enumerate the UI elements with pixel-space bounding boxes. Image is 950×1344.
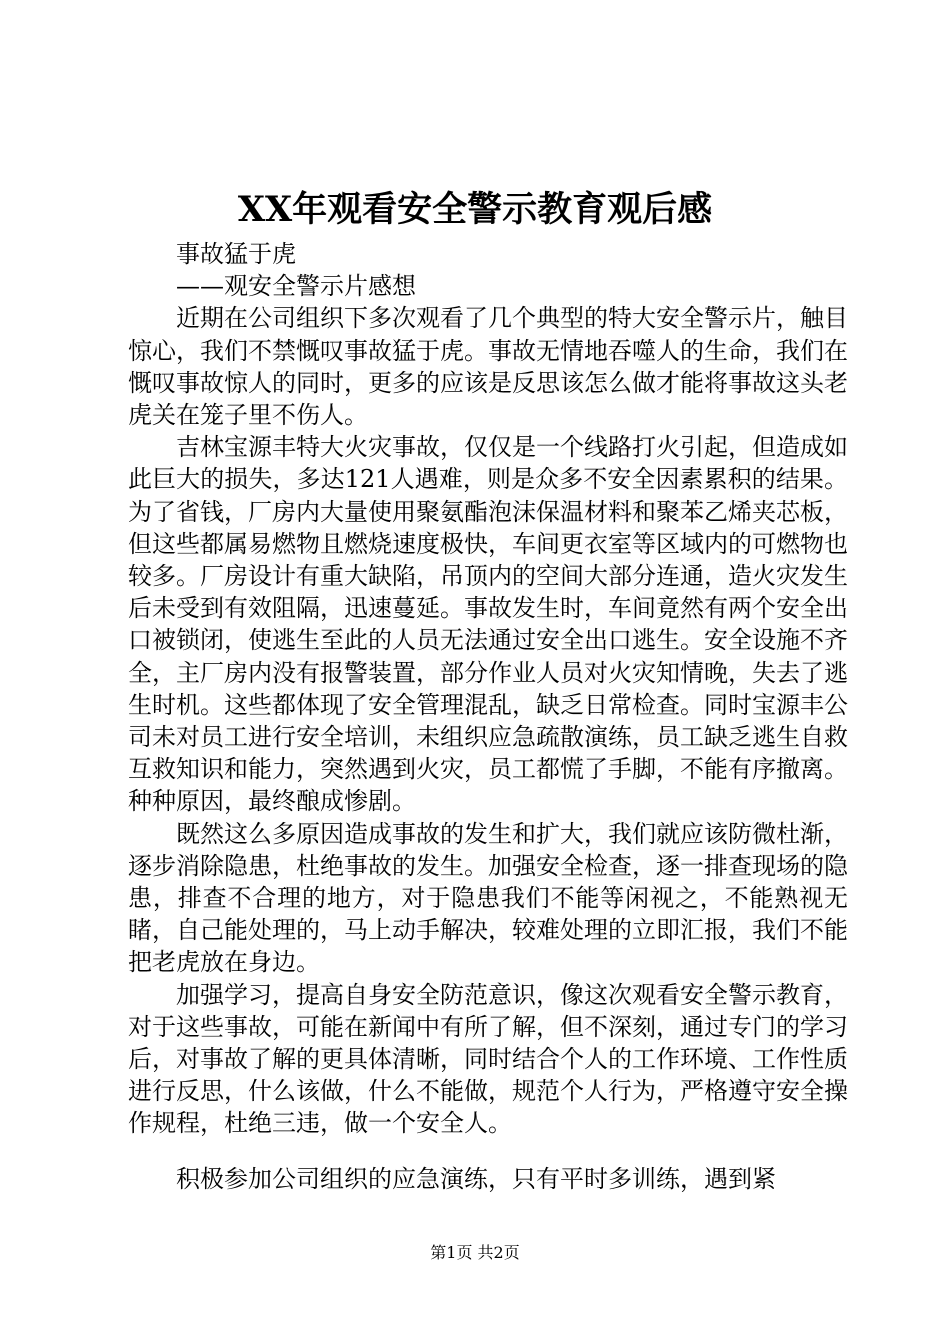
document-body — [128, 238, 848, 1195]
byline: ——观安全警示片感想 — [176, 272, 416, 301]
paragraph-1: 近期在公司组织下多次观看了几个典型的特大安全警示片，触目惊心，我们不禁慨叹事故猛于虎。事故无情地吞噬人的生命，我们在慨叹事故惊人的同时，更多的应该是反思该怎么做才能将事故这头老虎关在笼子里不伤人。 — [128, 304, 848, 430]
paragraph-5: 积极参加公司组织的应急演练，只有平时多训练，遇到紧 — [176, 1164, 776, 1193]
page-footer: 第1页 共2页 — [430, 1243, 520, 1262]
document-title: XX年观看安全警示教育观后感 — [237, 189, 713, 230]
paragraph-2: 吉林宝源丰特大火灾事故，仅仅是一个线路打火引起，但造成如此巨大的损失，多达121人遇难，则是众多不安全因素累积的结果。为了省钱，厂房内大量使用聚氨酯泡沫保温材料和聚苯乙烯夹芯板，但这些都属易燃物且燃烧速度极快，车间更衣室等区域内的可燃物也较多。厂房设计有重大缺陷，吊顶内的空间大部分连通，造火灾发生后未受到有效阻隔，迅速蔓延。事故发生时，车间竟然有两个安全出口被锁闭，使逃生至此的人员无法通过安全出口逃生。安全设施不齐全，主厂房内没有报警装置，部分作业人员对火灾知情晚，失去了逃生时机。这些都体现了安全管理混乱，缺乏日常检查。同时宝源丰公司未对员工进行安全培训，未组织应急疏散演练，员工缺乏逃生自救互救知识和能力，突然遇到火灾，员工都慌了手脚，不能有序撤离。种种原因，最终酿成惨剧。 — [128, 433, 848, 816]
subtitle: 事故猛于虎 — [176, 240, 296, 268]
paragraph-3: 既然这么多原因造成事故的发生和扩大，我们就应该防微杜渐，逐步消除隐患，杜绝事故的发生。加强安全检查，逐一排查现场的隐患，排查不合理的地方，对于隐患我们不能等闲视之，不能熟视无睹，自己能处理的，马上动手解决，较难处理的立即汇报，我们不能把老虎放在身边。 — [128, 819, 848, 977]
paragraph-4: 加强学习，提高自身安全防范意识，像这次观看安全警示教育，对于这些事故，可能在新闻中有所了解，但不深刻，通过专门的学习后，对事故了解的更具体清晰，同时结合个人的工作环境、工作性质进行反思，什么该做，什么不能做，规范个人行为，严格遵守安全操作规程，杜绝三违，做一个安全人。 — [128, 980, 848, 1138]
